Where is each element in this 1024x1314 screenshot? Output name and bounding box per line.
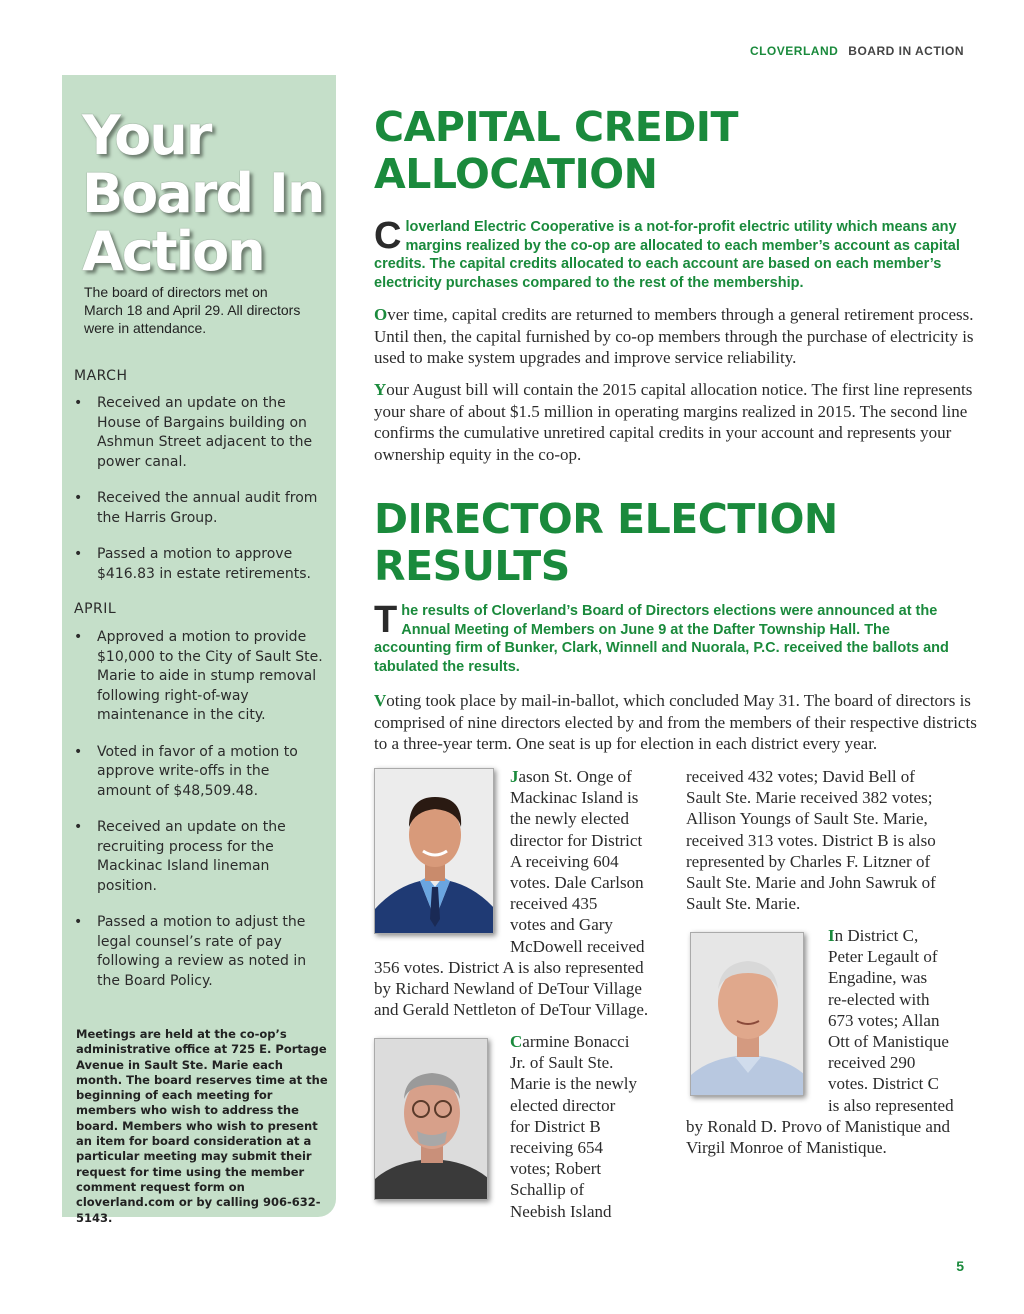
text-line: re-elected with xyxy=(828,989,930,1009)
meetings-note: Meetings are held at the co-op’s administrative office at 725 E. Portage Avenue in Sault Ste. Marie each month. The board reserves time at the beginning of each meeting for members who wish to address the board. Members who wish to present an item for board consideration at a particular meeting may submit their request for time using the member comment request form on cloverland.com or by calling 906-632-5143. xyxy=(76,1027,328,1225)
election-lead xyxy=(374,599,964,676)
paragraph-text: oting took place by mail-in-ballot, which concluded May 31. The board of directors is comprised of nine directors elected by and from the members of their respective districts to a three-year term. One seat is up for election in each district every year. xyxy=(374,691,977,753)
text-line: Jason St. Onge of xyxy=(510,767,632,786)
list-item: • Voted in favor of a motion to approve write-offs in the amount of $48,509.48. xyxy=(74,743,324,802)
capital-paragraph-1 xyxy=(374,304,986,369)
election-heading xyxy=(374,496,838,590)
header-brand: CLOVERLAND xyxy=(749,44,839,58)
director-photo-carmine xyxy=(374,1038,488,1200)
sidebar-title-line: Your xyxy=(82,104,211,167)
text-line: votes. District C xyxy=(828,1074,939,1094)
page-header xyxy=(750,44,964,58)
march-list xyxy=(74,394,324,601)
drop-cap: C xyxy=(374,215,402,257)
text-line: McDowell received xyxy=(510,936,645,956)
director-photo-jason xyxy=(374,768,494,934)
paragraph-text: ver time, capital credits are returned to members through a general retirement process. Until then, the capital furnished by co-op members through the purchase of electricity is used to make system upgrades and improve service reliability. xyxy=(374,305,974,367)
list-item: • Approved a motion to provide $10,000 to the City of Sault Ste. Marie to aide in stump removal following right-of-way maintenance in the city. xyxy=(74,628,324,726)
list-item: • Received an update on the recruiting process for the Mackinac Island lineman position. xyxy=(74,818,324,896)
april-list xyxy=(74,628,324,1008)
capital-paragraph-2 xyxy=(374,379,986,465)
text-line: Allison Youngs of Sault Ste. Marie, xyxy=(686,809,928,829)
sidebar-title-line: Action xyxy=(82,220,264,283)
text-line: Engadine, was xyxy=(828,968,928,988)
text-line: received 313 votes. District B is also xyxy=(686,830,936,850)
text-line: Jr. of Sault Ste. xyxy=(510,1053,614,1073)
text-line: for District B xyxy=(510,1116,601,1136)
capital-credit-heading xyxy=(374,104,738,198)
column-peter xyxy=(828,925,978,1116)
sidebar-title-line: Board In xyxy=(82,162,324,225)
portrait-icon xyxy=(691,933,804,1096)
text-line: Schallip of xyxy=(510,1180,585,1200)
text-line: Mackinac Island is xyxy=(510,788,639,808)
text-line: received 435 xyxy=(510,894,598,914)
portrait-icon xyxy=(375,1039,488,1200)
text-line: A receiving 604 xyxy=(510,851,619,871)
text-line: is also represented xyxy=(828,1095,954,1115)
director-photo-peter xyxy=(690,932,804,1096)
text-line: Carmine Bonacci xyxy=(510,1032,630,1051)
heading-line: CAPITAL CREDIT xyxy=(374,103,738,151)
sidebar-panel xyxy=(62,75,336,1225)
initial-letter: C xyxy=(510,1032,523,1051)
heading-line: RESULTS xyxy=(374,542,570,590)
text-line: Peter Legault of xyxy=(828,947,938,967)
lead-text: loverland Electric Cooperative is a not-for-profit electric utility which means any margins realized by the co-op are allocated to each member’s account as capital credits. The capital credits allocated to each account are based on each member’s electricity purchases compared to the rest of the membership. xyxy=(374,219,960,291)
list-item: • Passed a motion to approve $416.83 in estate retirements. xyxy=(74,545,324,584)
column-district-b xyxy=(686,766,986,914)
initial-letter: J xyxy=(510,767,519,786)
list-item: • Received the annual audit from the Harris Group. xyxy=(74,489,324,528)
text-line: Sault Ste. Marie. xyxy=(686,894,801,914)
text-line: votes; Robert xyxy=(510,1159,602,1179)
lead-text: he results of Cloverland’s Board of Directors elections were announced at the Annual Meeting of Members on June 9 at the Dafter Township Hall. The accounting firm of Bunker, Clark, Winnell and Nuorala, P.C. received the ballots and tabulated the results. xyxy=(374,603,949,675)
heading-line: ALLOCATION xyxy=(374,150,658,198)
text-line: votes. Dale Carlson xyxy=(510,873,644,893)
initial-letter: I xyxy=(828,926,835,945)
heading-line: DIRECTOR ELECTION xyxy=(374,495,838,543)
text-line: votes and Gary xyxy=(510,915,613,935)
text-line: received 290 xyxy=(828,1053,916,1073)
sidebar-title xyxy=(82,104,324,283)
text-line: the newly elected xyxy=(510,809,629,829)
text-line: director for District xyxy=(510,830,643,850)
sidebar-intro: The board of directors met on March 18 and April 29. All directors were in attendance. xyxy=(84,284,301,336)
text-line: Neebish Island xyxy=(510,1201,612,1221)
initial-letter: V xyxy=(374,691,387,710)
text-line: In District C, xyxy=(828,926,919,945)
text-line: 673 votes; Allan xyxy=(828,1010,940,1030)
column-peter-full: by Ronald D. Provo of Manistique and Virgil Monroe of Manistique. xyxy=(686,1117,950,1158)
paragraph-text: our August bill will contain the 2015 capital allocation notice. The first line represents your share of about $1.5 million in operating margins realized in 2015. The second line confirms the cumulative unretired capital credits in your account and represents your ownership equity in the co-op. xyxy=(374,380,973,464)
text-line: receiving 654 xyxy=(510,1138,603,1158)
list-item: • Received an update on the House of Bargains building on Ashmun Street adjacent to the power canal. xyxy=(74,394,324,472)
initial-letter: Y xyxy=(374,380,387,399)
initial-letter: O xyxy=(374,305,388,324)
column-carmine xyxy=(510,1031,650,1222)
page-number: 5 xyxy=(956,1258,964,1274)
text-line: Sault Ste. Marie and John Sawruk of xyxy=(686,873,936,893)
capital-lead xyxy=(374,215,974,292)
portrait-icon xyxy=(375,769,494,934)
text-line: received 432 votes; David Bell of xyxy=(686,767,915,786)
text-line: Marie is the newly xyxy=(510,1074,637,1094)
april-heading: APRIL xyxy=(74,601,117,617)
election-paragraph-1 xyxy=(374,690,986,755)
text-line: Sault Ste. Marie received 382 votes; xyxy=(686,788,933,808)
list-item: • Passed a motion to adjust the legal counsel’s rate of pay following a review as noted in the Board Policy. xyxy=(74,913,324,991)
drop-cap: T xyxy=(374,599,398,641)
header-section: BOARD IN ACTION xyxy=(848,44,964,58)
column-jason-full: 356 votes. District A is also represented by Richard Newland of DeTour Village and Gerald Nettleton of DeTour Village. xyxy=(374,958,649,1020)
text-line: Ott of Manistique xyxy=(828,1032,949,1052)
text-line: represented by Charles F. Litzner of xyxy=(686,851,931,871)
text-line: elected director xyxy=(510,1095,616,1115)
column-jason xyxy=(510,766,650,957)
march-heading: MARCH xyxy=(74,368,128,384)
